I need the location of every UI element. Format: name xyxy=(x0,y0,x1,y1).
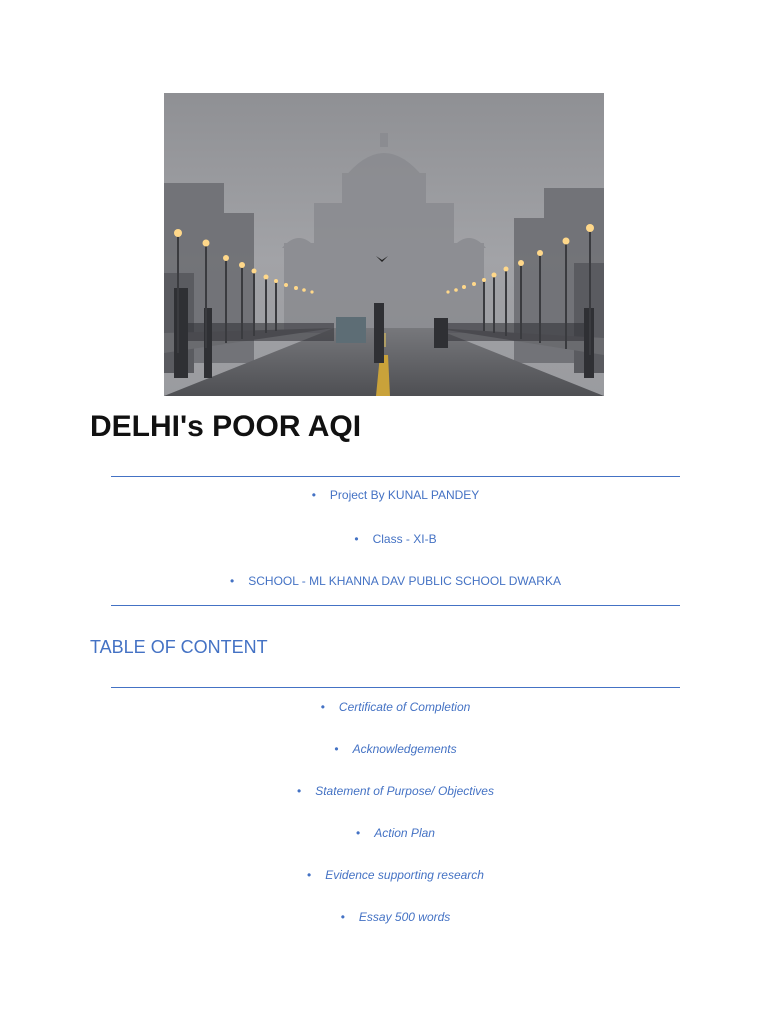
divider-top xyxy=(111,476,680,477)
bullet-icon: • xyxy=(356,826,361,840)
divider-middle xyxy=(111,605,680,606)
bullet-icon: • xyxy=(307,868,312,882)
toc-item: • Evidence supporting research xyxy=(307,868,484,882)
list-item: • Project By KUNAL PANDEY xyxy=(311,488,480,502)
toc-item: • Action Plan xyxy=(356,826,435,840)
toc-heading: TABLE OF CONTENT xyxy=(90,637,268,657)
bullet-icon: • xyxy=(340,910,345,924)
bullet-icon: • xyxy=(230,574,235,588)
bullet-icon: • xyxy=(334,742,339,756)
list-item: • SCHOOL - ML KHANNA DAV PUBLIC SCHOOL DWARKA xyxy=(230,574,561,588)
list-item: • Class - XI-B xyxy=(354,532,437,546)
cover-photo xyxy=(164,93,604,396)
document-title: DELHI's POOR AQI xyxy=(90,410,362,443)
bullet-icon: • xyxy=(311,488,316,502)
bullet-icon: • xyxy=(320,700,325,714)
divider-toc xyxy=(111,687,680,688)
toc-item: • Acknowledgements xyxy=(334,742,457,756)
toc-item: • Statement of Purpose/ Objectives xyxy=(297,784,494,798)
toc-item: • Essay 500 words xyxy=(340,910,451,924)
bullet-icon: • xyxy=(354,532,359,546)
bullet-icon: • xyxy=(297,784,302,798)
toc-item: • Certificate of Completion xyxy=(320,700,471,714)
